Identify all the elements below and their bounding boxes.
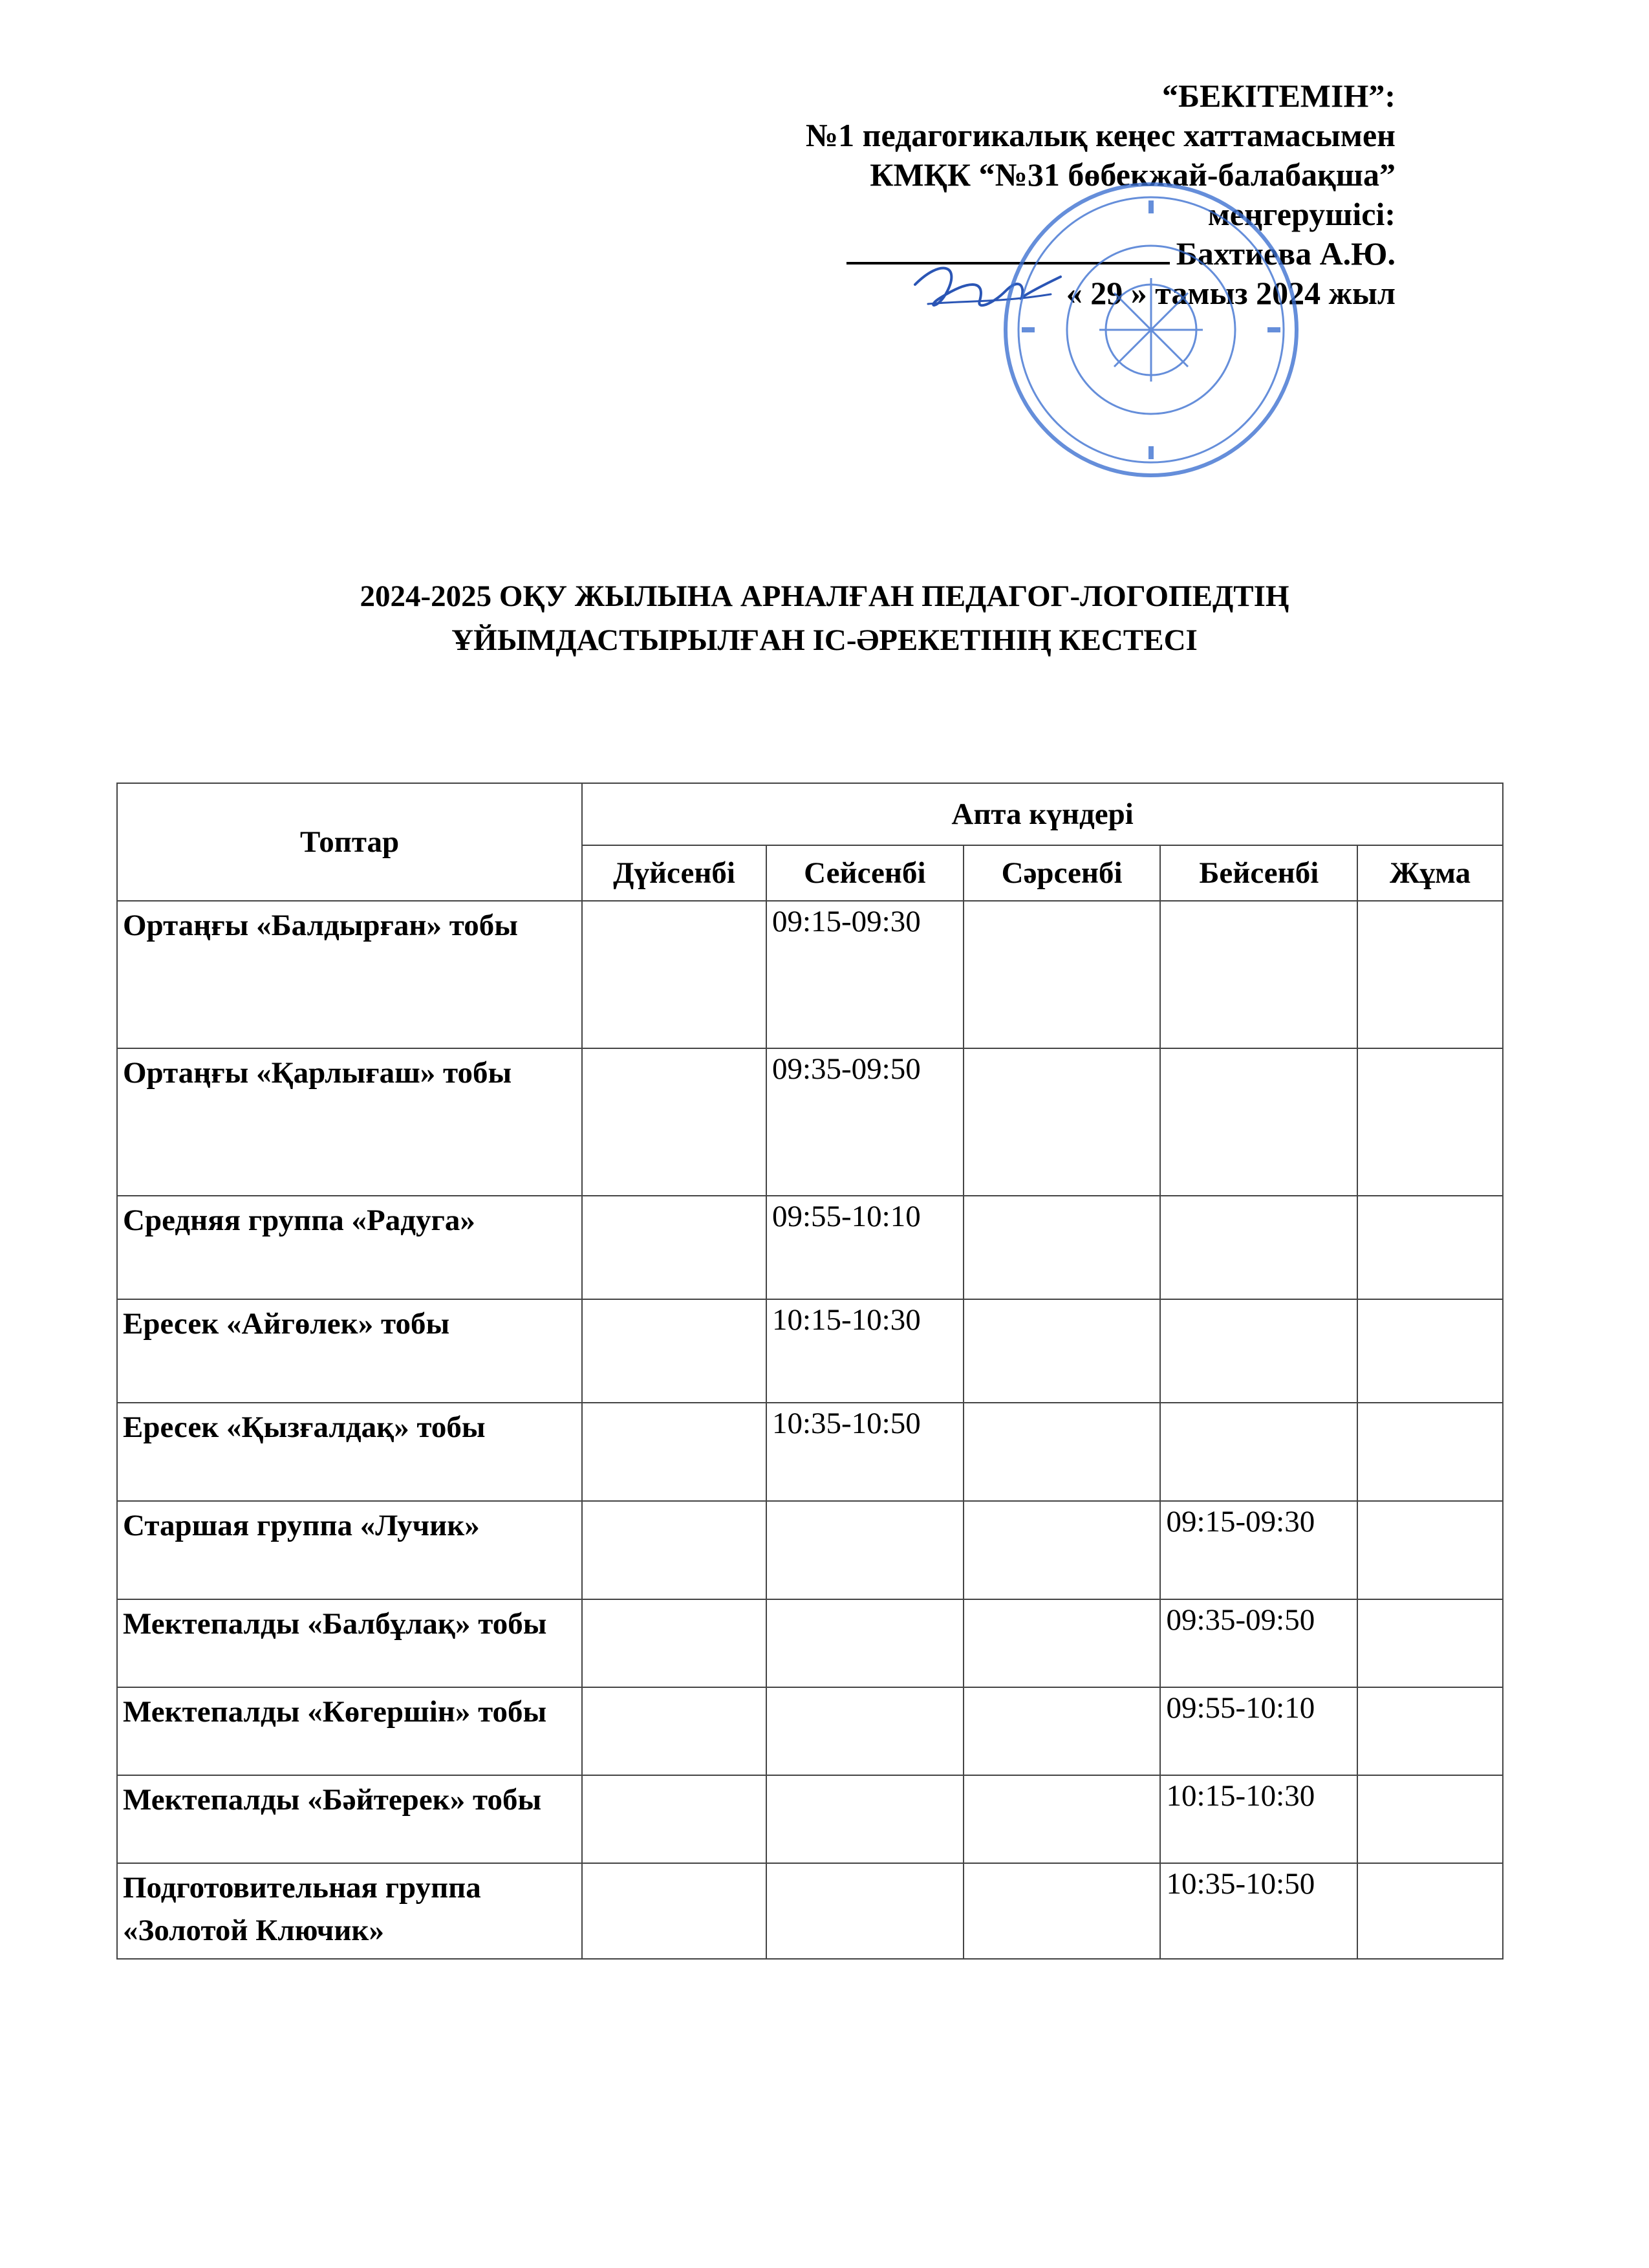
approval-date: « 29 » тамыз 2024 жыл bbox=[1066, 275, 1396, 311]
time-cell bbox=[1160, 1299, 1357, 1403]
group-name: Мектепалды «Көгершін» тобы bbox=[117, 1687, 582, 1775]
time-cell bbox=[1357, 1299, 1503, 1403]
time-cell bbox=[1357, 1863, 1503, 1959]
time-cell bbox=[582, 1196, 766, 1299]
schedule-table bbox=[116, 783, 1503, 1960]
time-cell bbox=[766, 1501, 964, 1599]
time-cell bbox=[1357, 1048, 1503, 1196]
group-name: Средняя группа «Радуга» bbox=[117, 1196, 582, 1299]
time-cell bbox=[1160, 901, 1357, 1048]
group-name: Подготовительная группа «Золотой Ключик» bbox=[117, 1863, 582, 1959]
time-cell bbox=[1357, 1196, 1503, 1299]
official-stamp bbox=[996, 175, 1306, 485]
table-row bbox=[117, 1403, 1503, 1501]
time-cell bbox=[582, 1048, 766, 1196]
time-cell bbox=[582, 1501, 766, 1599]
time-cell bbox=[1357, 1403, 1503, 1501]
day-header: Бейсенбі bbox=[1160, 845, 1357, 901]
time-cell: 09:55-10:10 bbox=[766, 1196, 964, 1299]
time-cell bbox=[766, 1687, 964, 1775]
time-cell bbox=[964, 1687, 1161, 1775]
time-cell: 09:15-09:30 bbox=[766, 901, 964, 1048]
day-header: Жұма bbox=[1357, 845, 1503, 901]
groups-header: Топтар bbox=[117, 783, 582, 901]
time-cell bbox=[1357, 1599, 1503, 1687]
time-cell bbox=[766, 1775, 964, 1863]
table-row bbox=[117, 1687, 1503, 1775]
group-name: Мектепалды «Бәйтерек» тобы bbox=[117, 1775, 582, 1863]
time-cell bbox=[766, 1863, 964, 1959]
group-name: Ортаңғы «Балдырған» тобы bbox=[117, 901, 582, 1048]
group-name: Мектепалды «Балбұлақ» тобы bbox=[117, 1599, 582, 1687]
time-cell: 09:35-09:50 bbox=[1160, 1599, 1357, 1687]
approval-heading: “БЕКІТЕМІН”: bbox=[1161, 78, 1396, 114]
time-cell bbox=[582, 1687, 766, 1775]
time-cell bbox=[964, 1048, 1161, 1196]
time-cell bbox=[1160, 1403, 1357, 1501]
time-cell bbox=[582, 1599, 766, 1687]
time-cell bbox=[964, 1403, 1161, 1501]
group-name: Ересек «Қызғалдақ» тобы bbox=[117, 1403, 582, 1501]
approval-name: Бахтиева А.Ю. bbox=[1176, 235, 1396, 272]
time-cell: 09:15-09:30 bbox=[1160, 1501, 1357, 1599]
table-row bbox=[117, 1048, 1503, 1196]
table-row bbox=[117, 1196, 1503, 1299]
table-row bbox=[117, 901, 1503, 1048]
time-cell: 09:55-10:10 bbox=[1160, 1687, 1357, 1775]
title-line-2: ҰЙЫМДАСТЫРЫЛҒАН ІС-ӘРЕКЕТІНІҢ КЕСТЕСІ bbox=[451, 623, 1198, 657]
table-row bbox=[117, 1775, 1503, 1863]
time-cell bbox=[582, 1299, 766, 1403]
time-cell bbox=[582, 1863, 766, 1959]
time-cell: 10:15-10:30 bbox=[766, 1299, 964, 1403]
document-title bbox=[0, 574, 1649, 662]
day-header: Сейсенбі bbox=[766, 845, 964, 901]
time-cell bbox=[1160, 1048, 1357, 1196]
group-name: Старшая группа «Лучик» bbox=[117, 1501, 582, 1599]
table-header-row bbox=[117, 783, 1503, 845]
time-cell bbox=[964, 1863, 1161, 1959]
day-header: Сәрсенбі bbox=[964, 845, 1161, 901]
time-cell: 09:35-09:50 bbox=[766, 1048, 964, 1196]
time-cell bbox=[964, 1196, 1161, 1299]
time-cell bbox=[1357, 1775, 1503, 1863]
time-cell bbox=[1357, 1501, 1503, 1599]
group-name: Ересек «Айгөлек» тобы bbox=[117, 1299, 582, 1403]
approval-organization: КМҚК “№31 бөбекжай-балабақша” bbox=[870, 157, 1396, 193]
table-row bbox=[117, 1501, 1503, 1599]
time-cell bbox=[582, 1775, 766, 1863]
time-cell bbox=[582, 901, 766, 1048]
time-cell: 10:15-10:30 bbox=[1160, 1775, 1357, 1863]
time-cell: 10:35-10:50 bbox=[766, 1403, 964, 1501]
time-cell bbox=[964, 1299, 1161, 1403]
time-cell bbox=[964, 1599, 1161, 1687]
table-row bbox=[117, 1599, 1503, 1687]
time-cell bbox=[964, 1775, 1161, 1863]
time-cell: 10:35-10:50 bbox=[1160, 1863, 1357, 1959]
approval-position: меңгерушісі: bbox=[1207, 196, 1396, 232]
day-header: Дүйсенбі bbox=[582, 845, 766, 901]
table-row bbox=[117, 1863, 1503, 1959]
group-name: Ортаңғы «Қарлығаш» тобы bbox=[117, 1048, 582, 1196]
time-cell bbox=[964, 1501, 1161, 1599]
table-row bbox=[117, 1299, 1503, 1403]
time-cell bbox=[964, 901, 1161, 1048]
time-cell bbox=[582, 1403, 766, 1501]
days-header: Апта күндері bbox=[582, 783, 1503, 845]
time-cell bbox=[1160, 1196, 1357, 1299]
approval-protocol: №1 педагогикалық кеңес хаттамасымен bbox=[805, 117, 1396, 153]
title-line-1: 2024-2025 ОҚУ ЖЫЛЫНА АРНАЛҒАН ПЕДАГОГ-ЛОГОПЕДТІҢ bbox=[360, 579, 1289, 613]
time-cell bbox=[1357, 901, 1503, 1048]
time-cell bbox=[766, 1599, 964, 1687]
time-cell bbox=[1357, 1687, 1503, 1775]
